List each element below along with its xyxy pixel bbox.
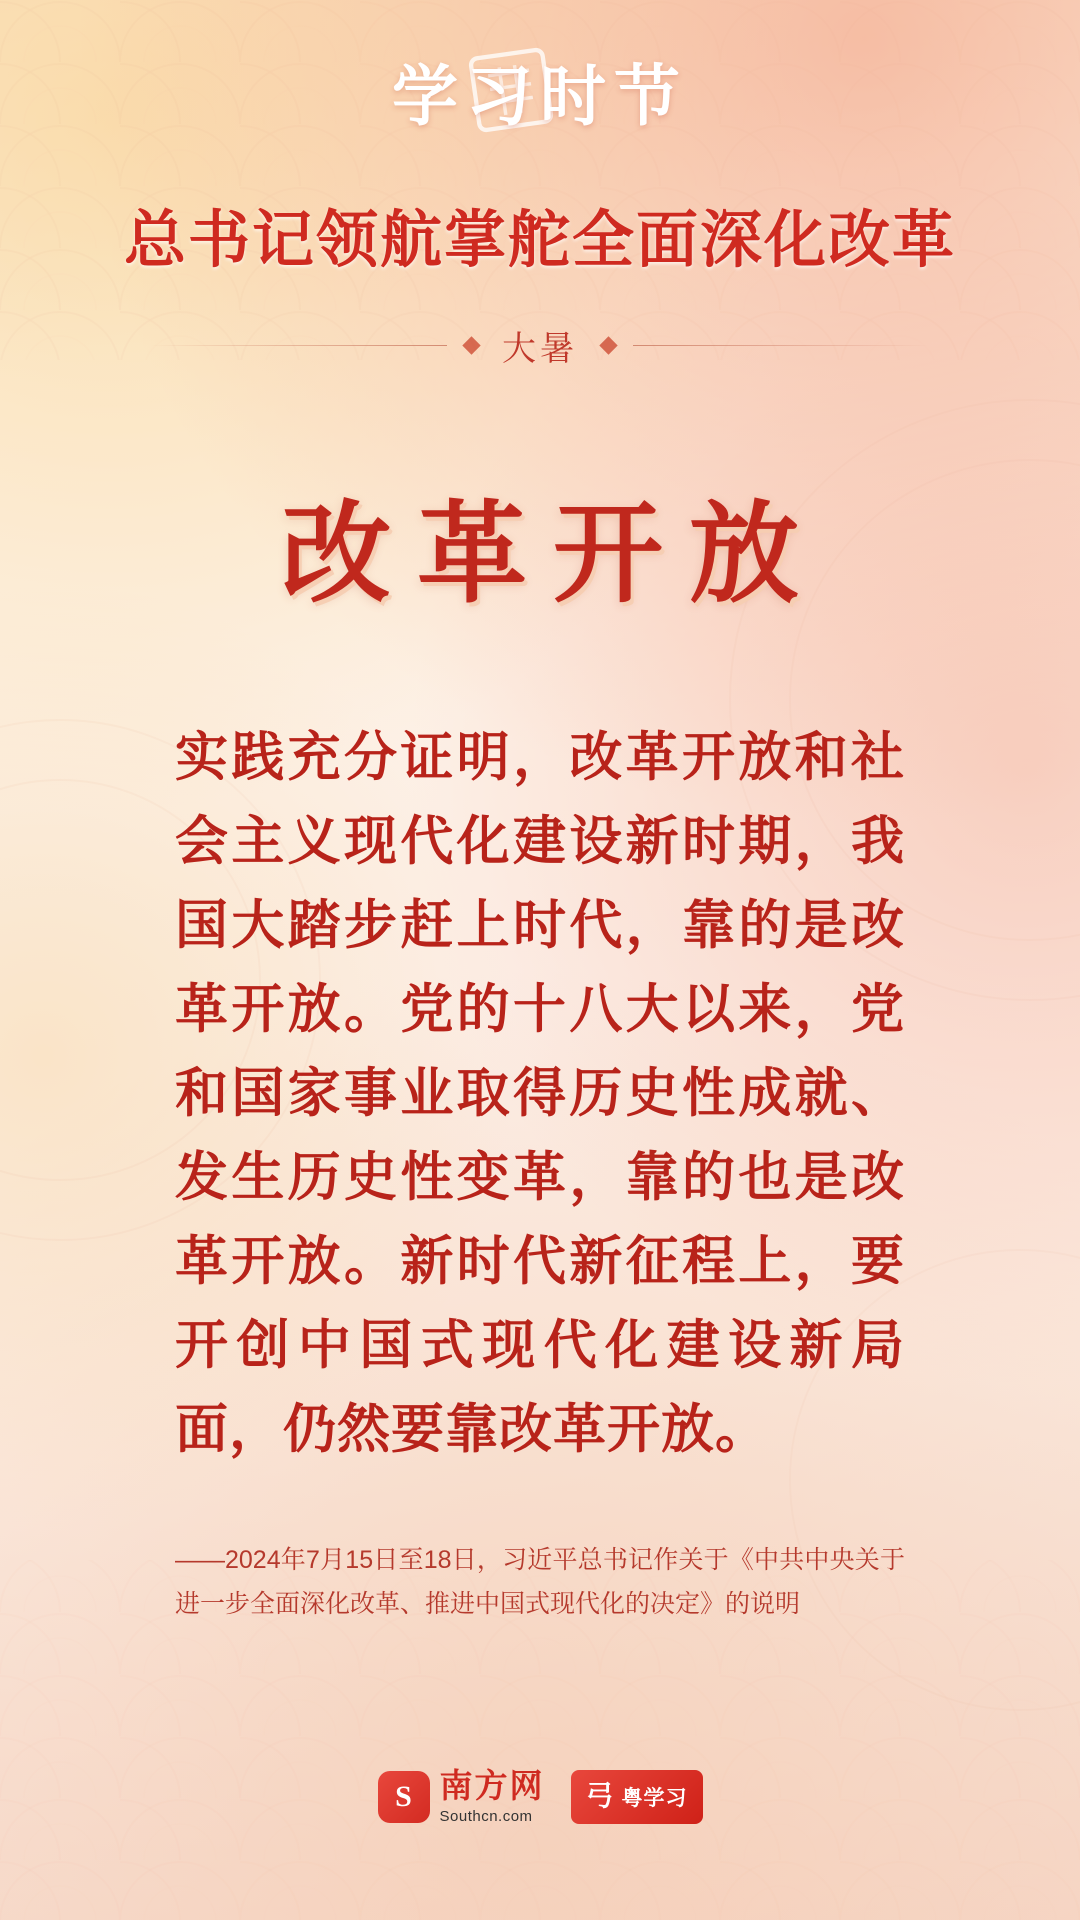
southcn-logo-mark: S <box>378 1771 430 1823</box>
quote-text: 实践充分证明，改革开放和社会主义现代化建设新时期，我国大踏步赶上时代，靠的是改革开放。党的十八大以来，党和国家事业取得历史性成就、发生历史性变革，靠的也是改革开放。新时代新征程上，要开创中国式现代化建设新局面，仍然要靠改革开放。 <box>175 729 905 1459</box>
southcn-logo-text <box>439 1768 545 1825</box>
keyword-heading: 改革开放 <box>281 494 825 616</box>
southcn-name-en: Southcn.com <box>439 1807 533 1825</box>
southcn-name-cn: 南方网 <box>439 1768 545 1805</box>
solar-term-label: 大暑 <box>502 331 578 368</box>
yuexuexi-label: 粤学习 <box>621 1786 688 1810</box>
footer-logos <box>0 1770 1080 1824</box>
divider-line-right <box>633 345 930 346</box>
page-title: 总书记领航掌舵全面深化改革 <box>123 207 956 275</box>
masthead <box>392 44 688 136</box>
diamond-icon-left <box>462 336 480 354</box>
solar-term-divider <box>150 321 930 370</box>
quote-source: ——2024年7月15日至18日，习近平总书记作关于《中共中央关于进一步全面深化改革、推进中国式现代化的决定》的说明 <box>175 1546 905 1618</box>
divider-line-left <box>150 345 447 346</box>
southcn-logo[interactable] <box>378 1768 545 1825</box>
masthead-title: 学习时节 <box>392 60 688 134</box>
diamond-icon-right <box>599 336 617 354</box>
yuexuexi-logo-mark: 弓 <box>585 1781 614 1812</box>
yuexuexi-logo[interactable] <box>571 1770 703 1824</box>
